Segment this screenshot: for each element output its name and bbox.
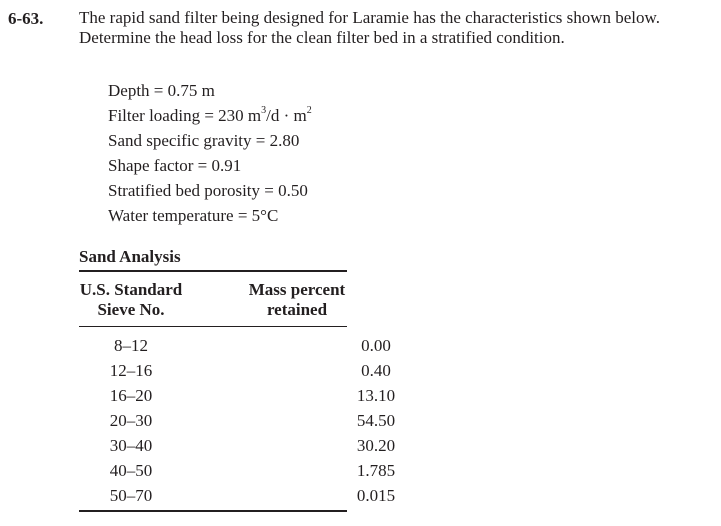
table-row	[79, 458, 396, 483]
sieve-cell: 8–12	[114, 336, 148, 355]
table-bottom-rule	[79, 510, 347, 512]
table-row	[79, 408, 396, 433]
sand-analysis-title: Sand Analysis	[79, 247, 181, 266]
filter-loading-exponent-3: 3	[261, 105, 267, 117]
characteristics-list	[108, 78, 312, 228]
filter-loading-exponent-2: 2	[306, 105, 312, 117]
specific-gravity-item: Sand specific gravity = 2.80	[108, 131, 300, 150]
table-top-rule	[79, 270, 347, 272]
mass-cell: 13.10	[356, 386, 396, 405]
problem-number: 6-63.	[8, 9, 44, 28]
sand-analysis-table-body	[79, 333, 396, 508]
table-row	[79, 433, 396, 458]
mass-cell: 1.785	[356, 461, 396, 480]
shape-factor-item: Shape factor = 0.91	[108, 156, 242, 175]
sieve-cell: 16–20	[109, 386, 153, 405]
column-header-mass-line1: Mass percent	[248, 280, 346, 299]
water-temperature-item: Water temperature = 5°C	[108, 206, 279, 225]
porosity-item: Stratified bed porosity = 0.50	[108, 181, 308, 200]
table-row	[79, 483, 396, 508]
sieve-cell: 50–70	[109, 486, 153, 505]
column-header-sieve-line1: U.S. Standard	[79, 280, 183, 299]
problem-statement: The rapid sand filter being designed for Laramie has the characteristics shown below. Determine the head loss for the clean filter bed in a stratified condition.	[79, 8, 660, 47]
sieve-cell: 40–50	[109, 461, 153, 480]
column-header-mass	[242, 280, 352, 320]
filter-loading-middle: /d · m	[266, 106, 307, 125]
filter-loading-prefix: Filter loading = 230 m	[108, 106, 262, 125]
mass-cell: 0.40	[361, 361, 391, 380]
table-row	[79, 358, 391, 383]
mass-cell: 30.20	[356, 436, 396, 455]
sieve-cell: 20–30	[109, 411, 153, 430]
column-header-sieve	[79, 280, 183, 320]
mass-cell: 0.015	[356, 486, 396, 505]
filter-loading-item	[108, 103, 312, 128]
sieve-cell: 30–40	[109, 436, 153, 455]
table-row	[79, 333, 391, 358]
depth-item: Depth = 0.75 m	[108, 81, 215, 100]
table-row	[79, 383, 396, 408]
table-header-rule	[79, 326, 347, 327]
sieve-cell: 12–16	[109, 361, 153, 380]
mass-cell: 54.50	[356, 411, 396, 430]
column-header-sieve-line2: Sieve No.	[97, 300, 165, 319]
mass-cell: 0.00	[361, 336, 391, 355]
column-header-mass-line2: retained	[266, 300, 328, 319]
